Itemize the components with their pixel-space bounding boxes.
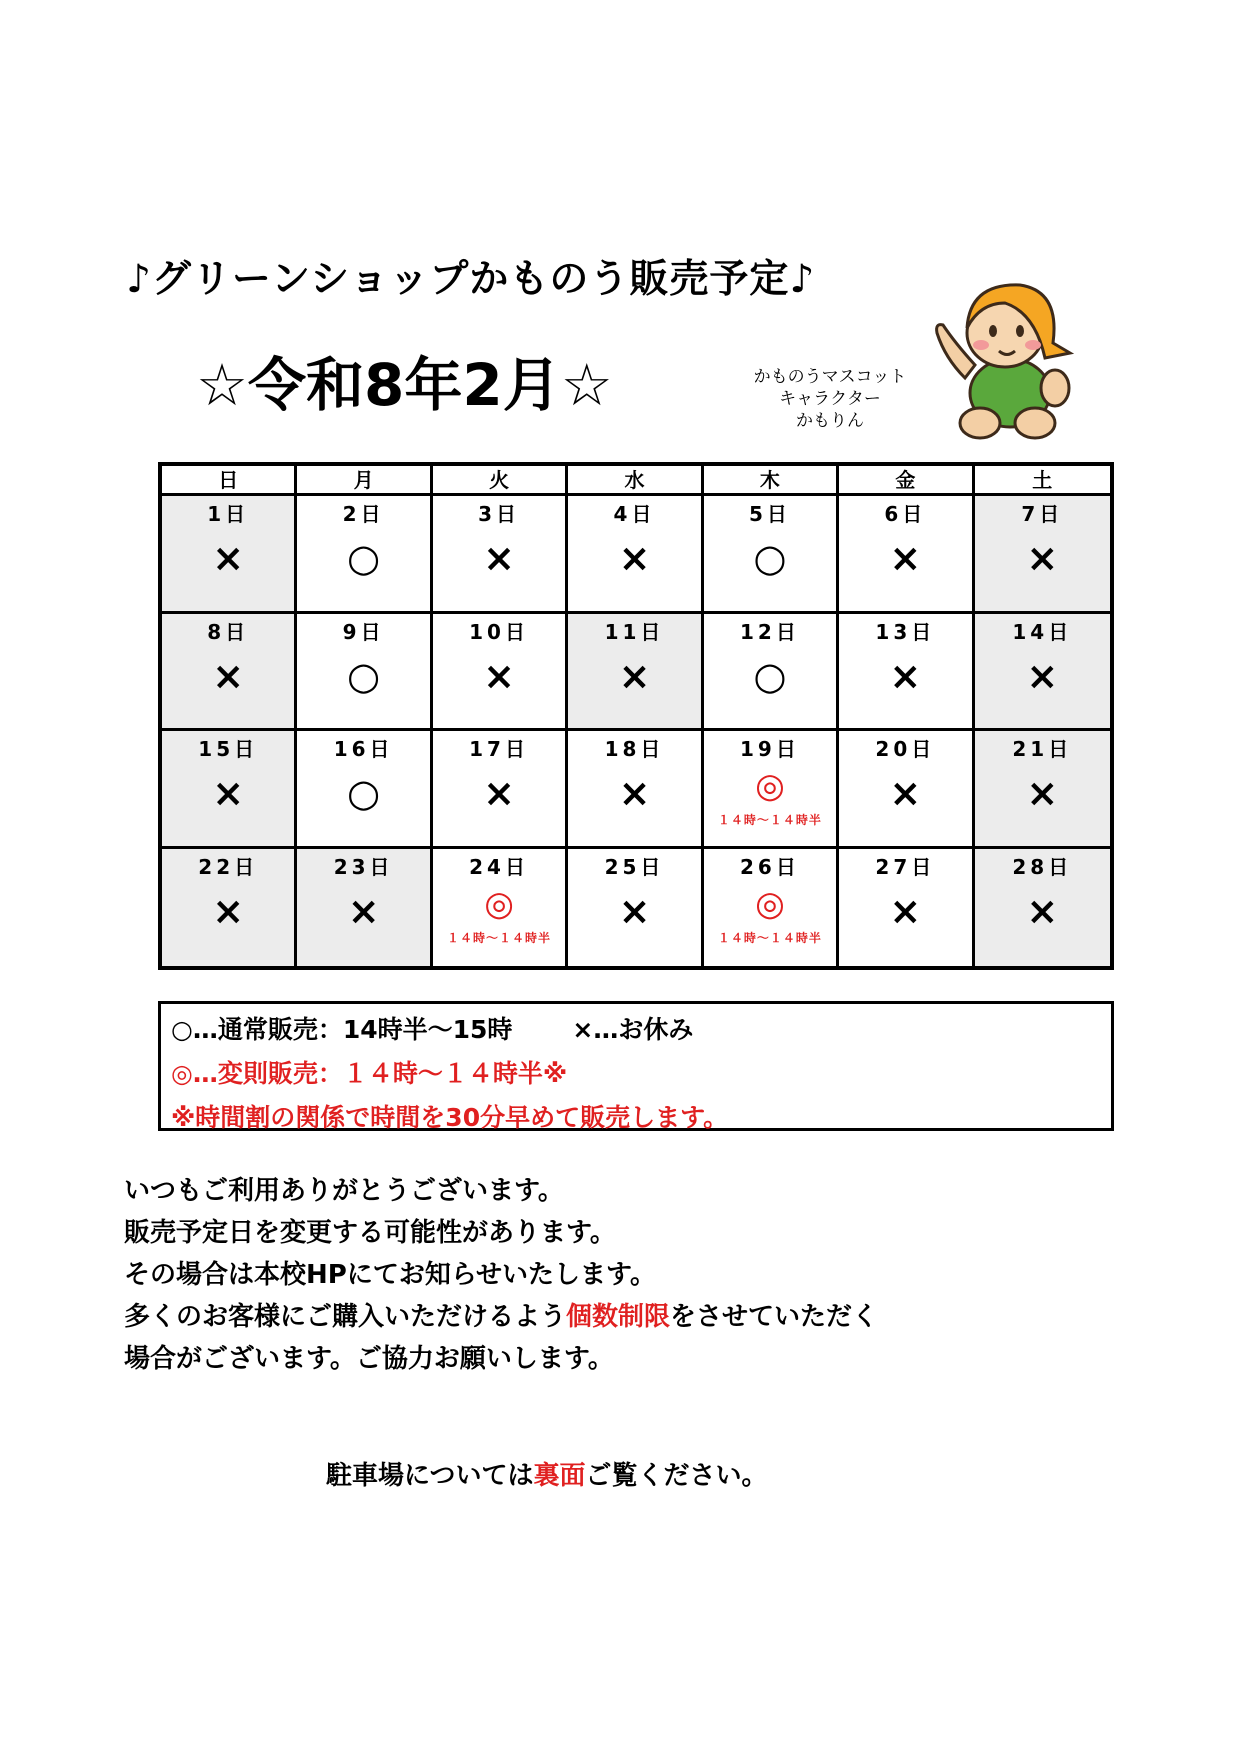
sale-status-mark: ×: [1026, 536, 1059, 580]
sale-status-mark: ×: [618, 888, 651, 933]
sale-status-mark: ×: [212, 536, 245, 580]
special-sale-time: １４時～１４時半: [447, 930, 552, 945]
day-number: 21日: [1012, 737, 1073, 761]
day-number: 11日: [604, 619, 665, 644]
calendar-day: [704, 849, 839, 967]
sale-status-mark: ×: [889, 888, 922, 933]
day-number: 14日: [1012, 619, 1073, 644]
calendar-day: [433, 496, 568, 614]
day-number: 6日: [884, 502, 927, 526]
mascot-caption-line: かもりん: [796, 411, 864, 431]
notice-text-part: 多くのお客様にご購入いただけるよう: [124, 1302, 567, 1332]
notice-line: 販売予定日を変更する可能性があります。: [124, 1218, 616, 1248]
day-number: 20日: [875, 737, 936, 761]
calendar-day: [704, 614, 839, 732]
calendar-day: [975, 849, 1110, 967]
calendar-day: [568, 614, 703, 732]
day-number: 26日: [740, 854, 800, 879]
mascot-caption: [745, 366, 915, 432]
day-number: 16日: [333, 737, 394, 761]
calendar-day: [297, 849, 432, 967]
sale-status-mark: ×: [347, 888, 380, 933]
sale-status-mark: ×: [1026, 653, 1059, 698]
calendar-day: [297, 496, 432, 614]
calendar-day: [704, 496, 839, 614]
day-number: 27日: [875, 854, 936, 879]
sale-status-mark: ×: [889, 653, 922, 698]
sale-status-mark: ○: [347, 771, 381, 815]
calendar-day: [839, 731, 974, 849]
sale-status-mark: ○: [347, 536, 381, 580]
parking-note-part: ご覧ください。: [585, 1461, 768, 1491]
parking-note: [326, 1455, 768, 1492]
day-number: 28日: [1012, 854, 1073, 879]
sale-status-mark: ×: [889, 771, 922, 815]
day-number: 3日: [478, 502, 521, 526]
legend-note: ※時間割の関係で時間を30分早めて販売します。: [171, 1103, 729, 1132]
sale-status-mark: ×: [212, 653, 245, 698]
calendar-day: [433, 849, 568, 967]
calendar-day: [162, 849, 297, 967]
calendar-day: [975, 496, 1110, 614]
parking-note-part: 駐車場については: [326, 1461, 534, 1491]
day-number: 24日: [469, 854, 529, 879]
sale-status-mark: ×: [212, 771, 245, 815]
calendar-day: [568, 849, 703, 967]
day-number: 4日: [613, 502, 656, 526]
back-side-highlight: 裏面: [533, 1461, 586, 1491]
sale-status-mark: ○: [753, 536, 787, 580]
calendar-day: [975, 614, 1110, 732]
calendar-day: [975, 731, 1110, 849]
day-number: 15日: [198, 737, 259, 761]
quantity-limit-highlight: 個数制限: [566, 1302, 671, 1332]
sale-status-mark: ×: [618, 771, 651, 815]
legend-closed: ×…お休み: [572, 1015, 694, 1044]
sales-calendar: [158, 462, 1114, 970]
day-number: 22日: [198, 854, 259, 879]
day-number: 10日: [469, 619, 529, 644]
sale-status-mark: ×: [1026, 771, 1059, 815]
month-heading: ☆令和8年2月☆: [196, 351, 613, 419]
sale-status-mark: ×: [618, 653, 651, 698]
sale-status-mark: ×: [1026, 888, 1059, 933]
calendar-day: [839, 849, 974, 967]
calendar-day: [568, 731, 703, 849]
calendar-day: [839, 496, 974, 614]
calendar-day: [433, 614, 568, 732]
sale-status-mark: ◎: [755, 766, 785, 806]
sale-status-mark: ×: [483, 536, 515, 580]
sale-status-mark: ◎: [755, 883, 785, 924]
day-number: 8日: [207, 619, 250, 644]
mascot-illustration: [925, 273, 1085, 443]
day-number: 12日: [740, 619, 800, 644]
weekday-header: 火: [433, 466, 568, 496]
weekday-header: 水: [568, 466, 703, 496]
sale-status-mark: ×: [483, 653, 515, 698]
calendar-day: [433, 731, 568, 849]
legend-box: [158, 1001, 1114, 1131]
weekday-header: 土: [975, 466, 1110, 496]
day-number: 18日: [604, 737, 665, 761]
sale-status-mark: ○: [753, 653, 787, 698]
sale-status-mark: ◎: [484, 883, 514, 924]
calendar-day: [297, 614, 432, 732]
notice-line: 場合がございます。ご協力お願いします。: [124, 1344, 614, 1374]
special-sale-time: １４時～１４時半: [717, 930, 822, 945]
weekday-header: 月: [297, 466, 432, 496]
weekday-header: 金: [839, 466, 974, 496]
day-number: 2日: [342, 502, 385, 526]
day-number: 9日: [342, 619, 385, 644]
calendar-day: [839, 614, 974, 732]
page-title: ♪グリーンショップかものう販売予定♪: [126, 257, 816, 302]
calendar-day: [297, 731, 432, 849]
notice-line: [124, 1296, 878, 1338]
special-sale-time: １４時～１４時半: [717, 813, 822, 827]
sale-status-mark: ×: [212, 888, 245, 933]
day-number: 23日: [333, 854, 394, 879]
notice-text: [124, 1170, 878, 1380]
calendar-day: [162, 496, 297, 614]
sale-status-mark: ×: [618, 536, 651, 580]
calendar-day: [162, 731, 297, 849]
weekday-header: 日: [162, 466, 297, 496]
calendar-day: [162, 614, 297, 732]
sale-status-mark: ×: [889, 536, 922, 580]
legend-row-normal: [171, 1008, 1101, 1052]
legend-normal: ○…通常販売：14時半～15時: [171, 1015, 513, 1044]
day-number: 1日: [207, 502, 250, 526]
calendar-day: [704, 731, 839, 849]
sale-status-mark: ○: [347, 653, 381, 698]
mascot-caption-line: キャラクター: [779, 389, 881, 409]
day-number: 7日: [1021, 502, 1064, 526]
day-number: 19日: [740, 737, 800, 761]
notice-text-part: をさせていただく: [670, 1302, 879, 1332]
calendar-day: [568, 496, 703, 614]
notice-line: その場合は本校HPにてお知らせいたします。: [124, 1260, 656, 1290]
day-number: 5日: [748, 502, 791, 526]
notice-line: いつもご利用ありがとうございます。: [124, 1176, 564, 1206]
sale-status-mark: ×: [483, 771, 515, 815]
day-number: 13日: [875, 619, 936, 644]
weekday-header: 木: [704, 466, 839, 496]
legend-special: ◎…変則販売：１４時～１４時半※: [171, 1059, 568, 1088]
day-number: 17日: [469, 737, 529, 761]
day-number: 25日: [604, 854, 665, 879]
mascot-caption-line: かものうマスコット: [753, 367, 907, 387]
